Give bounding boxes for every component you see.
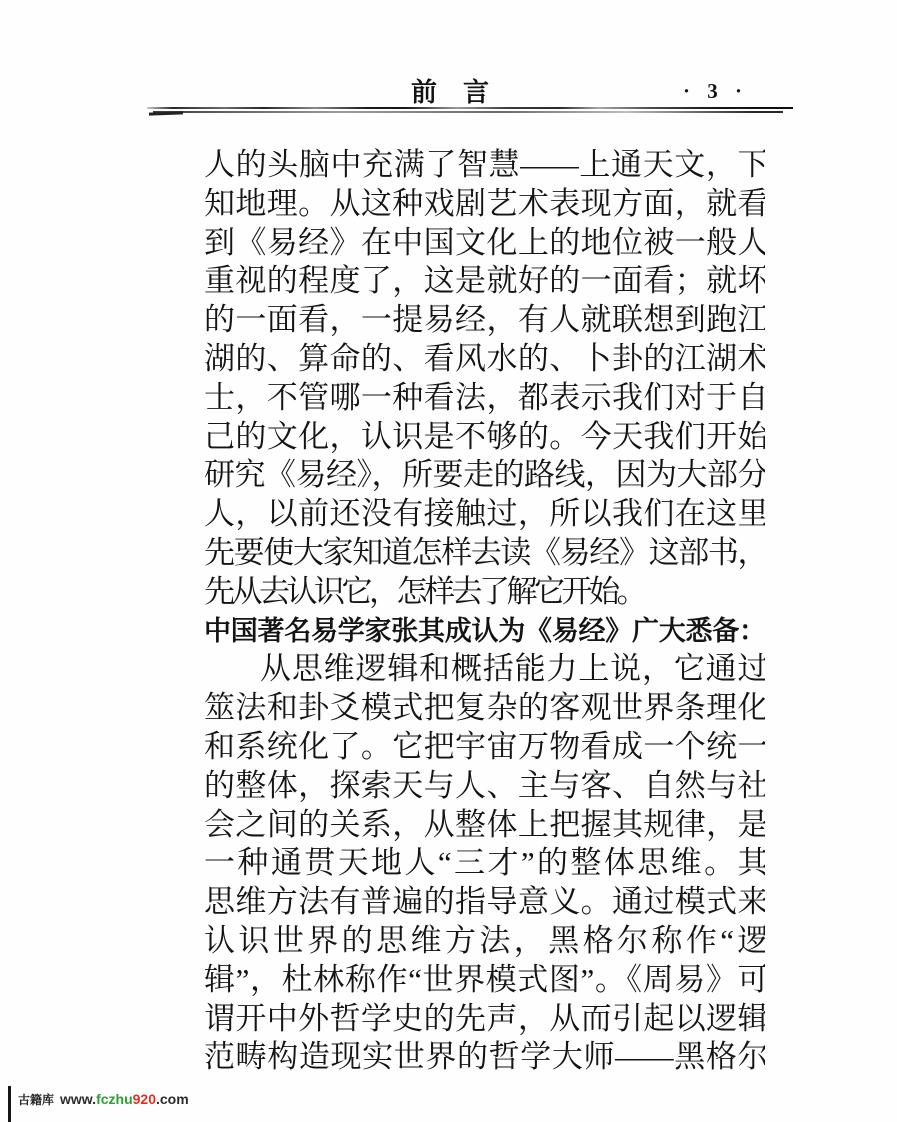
text-line: 知地理。从这种戏剧艺术表现方面，就看	[204, 185, 765, 221]
text-line: 思维方法有普遍的指导意义。通过模式来	[204, 884, 765, 920]
text-line: 辑”，杜林称作“世界模式图”。《周易》可	[204, 961, 765, 997]
text-line: 先要使大家知道怎样去读《易经》这部书，	[204, 534, 765, 570]
text-line: 会之间的关系，从整体上把握其规律，是	[204, 806, 765, 842]
text-line: 筮法和卦爻模式把复杂的客观世界条理化	[204, 690, 765, 726]
text-line: 中国著名易学家张其成认为《易经》广大悉备：	[204, 615, 765, 646]
scan-ink-smudge	[149, 111, 183, 115]
text-line: 己的文化，认识是不够的。今天我们开始	[204, 418, 765, 454]
text-line: 一种通贯天地人“三才”的整体思维。其	[204, 845, 765, 881]
text-line: 认识世界的思维方法，黑格尔称作“逻	[204, 922, 765, 958]
watermark-site-name: 古籍库	[18, 1093, 55, 1107]
text-line: 谓开中外哲学史的先声，从而引起以逻辑	[204, 1000, 765, 1036]
text-line: 从思维逻辑和概括能力上说，它通过	[260, 651, 765, 687]
text-line: 重视的程度了，这是就好的一面看；就坏	[204, 263, 765, 299]
header-divider-rule	[147, 106, 793, 116]
text-line: 士，不管哪一种看法，都表示我们对于自	[204, 379, 765, 415]
text-line: 湖的、算命的、看风水的、卜卦的江湖术	[204, 340, 765, 376]
text-line: 先从去认识它，怎样去了解它开始。	[204, 573, 644, 609]
divider-line-top	[147, 107, 793, 109]
text-line: 人的头脑中充满了智慧——上通天文，下	[204, 147, 765, 182]
watermark-url	[60, 1091, 189, 1107]
watermark	[8, 1086, 189, 1122]
watermark-text	[18, 1086, 189, 1122]
text-line: 范畴构造现实世界的哲学大师——黑格尔	[204, 1039, 765, 1075]
watermark-url-www: www.	[60, 1091, 97, 1107]
body-text-column	[204, 146, 765, 1077]
watermark-url-number: 920	[132, 1091, 156, 1107]
page-title: 前 言	[411, 78, 490, 107]
text-line: 和系统化了。它把宇宙万物看成一个统一	[204, 728, 765, 764]
text-line: 到《易经》在中国文化上的地位被一般人	[204, 224, 765, 260]
watermark-edge-bar	[8, 1086, 11, 1122]
text-line: 的一面看，一提易经，有人就联想到跑江	[204, 302, 765, 338]
text-line: 的整体，探索天与人、主与客、自然与社	[204, 767, 765, 803]
watermark-url-domain: fczhu	[96, 1091, 133, 1107]
divider-line-bottom	[153, 111, 783, 113]
text-line: 研究《易经》，所要走的路线，因为大部分	[204, 457, 765, 493]
text-line: 人，以前还没有接触过，所以我们在这里	[204, 496, 765, 532]
watermark-url-tld: .com	[155, 1091, 189, 1107]
page-number: · 3 ·	[683, 79, 749, 103]
